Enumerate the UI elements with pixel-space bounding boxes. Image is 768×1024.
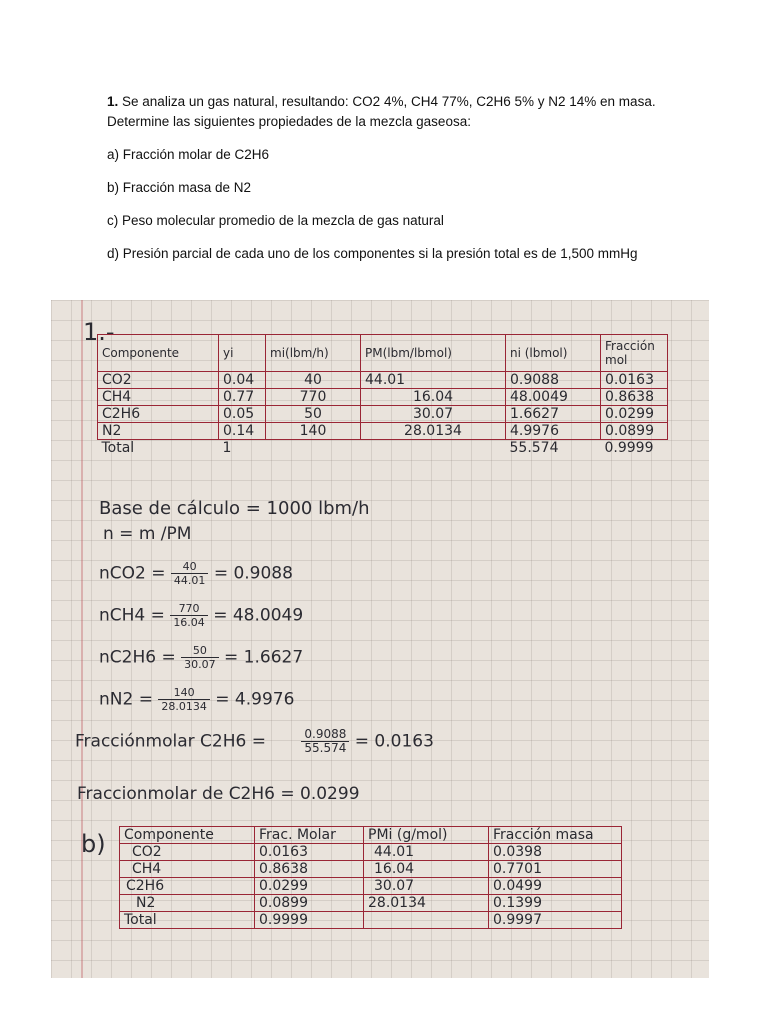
t2-header: Frac. Molar xyxy=(255,827,364,844)
t1-cell: 770 xyxy=(266,389,361,406)
t2-cell: 30.07 xyxy=(364,878,489,895)
question-a: a) Fracción molar de C2H6 xyxy=(107,147,270,162)
t1-cell: 0.14 xyxy=(219,423,266,440)
table-row xyxy=(120,861,622,878)
calc-label: nC2H6 = xyxy=(99,647,176,668)
t1-cell: C2H6 xyxy=(98,406,219,423)
calc-result: = 0.9088 xyxy=(213,563,293,584)
t1-total: Total xyxy=(101,440,135,456)
t1-total: 1 xyxy=(222,440,232,456)
t1-cell: CH4 xyxy=(98,389,219,406)
t1-cell: 0.0299 xyxy=(601,406,668,423)
formula-n: n = m /PM xyxy=(103,524,192,544)
notebook-heading: 1.- xyxy=(83,318,115,346)
t2-cell: 28.0134 xyxy=(364,895,489,912)
margin-line xyxy=(81,300,83,978)
t1-header: Fracción mol xyxy=(601,335,668,372)
t2-header: Fracción masa xyxy=(489,827,622,844)
calc-n2 xyxy=(99,686,294,713)
problem-intro xyxy=(107,92,667,132)
calc-den: 44.01 xyxy=(173,574,206,587)
t2-cell: 16.04 xyxy=(364,861,489,878)
t1-cell: 0.05 xyxy=(219,406,266,423)
t1-header: yi xyxy=(219,335,266,372)
calc-den: 16.04 xyxy=(173,616,205,629)
t2-cell: 0.0899 xyxy=(255,895,364,912)
table-row xyxy=(120,895,622,912)
t1-cell: 48.0049 xyxy=(506,389,601,406)
t1-cell: 50 xyxy=(266,406,361,423)
calc-fraction xyxy=(158,686,210,713)
calc-num: 40 xyxy=(171,560,209,574)
t2-cell: 0.8638 xyxy=(255,861,364,878)
calc-fraction xyxy=(301,728,349,755)
calc-fraction xyxy=(181,644,219,671)
calc-den: 28.0134 xyxy=(161,700,207,713)
t2-header: Componente xyxy=(120,827,255,844)
t1-total xyxy=(266,440,361,457)
base-calculo: Base de cálculo = 1000 lbm/h xyxy=(99,498,370,519)
t2-cell: 0.0398 xyxy=(489,844,622,861)
t1-cell: 40 xyxy=(266,372,361,389)
problem-text: Se analiza un gas natural, resultando: CO2 4%, CH4 77%, C2H6 5% y N2 14% en masa. Determine las siguientes propiedades de la mezcla gaseosa: xyxy=(107,94,656,129)
t1-header: Componente xyxy=(98,335,219,372)
t2-cell: 0.9997 xyxy=(489,912,622,929)
t1-cell: 30.07 xyxy=(361,406,506,423)
calc-num: 140 xyxy=(158,686,210,700)
t2-header: PMi (g/mol) xyxy=(364,827,489,844)
t2-cell: 0.0499 xyxy=(489,878,622,895)
question-c: c) Peso molecular promedio de la mezcla de gas natural xyxy=(107,213,444,228)
question-d: d) Presión parcial de cada uno de los componentes si la presión total es de 1,500 mmHg xyxy=(107,246,638,261)
calc-label: nCH4 = xyxy=(99,605,165,626)
calc-num: 50 xyxy=(181,644,219,658)
t1-total xyxy=(361,440,506,457)
t1-header: ni (lbmol) xyxy=(506,335,601,372)
calc-label: Fracciónmolar C2H6 = xyxy=(75,731,266,752)
t2-cell: CH4 xyxy=(120,861,255,878)
molar-fraction-calc xyxy=(75,728,434,755)
table-row-total xyxy=(120,912,622,929)
t2-cell: CO2 xyxy=(120,844,255,861)
t1-cell: 4.9976 xyxy=(506,423,601,440)
t1-cell: 0.0899 xyxy=(601,423,668,440)
t1-cell: 16.04 xyxy=(361,389,506,406)
t1-header: PM(lbm/lbmol) xyxy=(361,335,506,372)
t1-cell: 0.77 xyxy=(219,389,266,406)
table-row-total xyxy=(98,440,668,457)
calc-label: nCO2 = xyxy=(99,563,166,584)
calc-den: 55.574 xyxy=(304,741,347,755)
table-row xyxy=(98,389,668,406)
t1-total: 55.574 xyxy=(509,440,559,456)
problem-number: 1. xyxy=(107,94,119,109)
mass-fraction-table xyxy=(119,826,622,929)
t1-cell: 28.0134 xyxy=(361,423,506,440)
t2-cell: N2 xyxy=(120,895,255,912)
molar-fraction-result: Fraccionmolar de C2H6 = 0.0299 xyxy=(77,784,360,804)
calc-label: nN2 = xyxy=(99,689,153,710)
calc-result: = 48.0049 xyxy=(213,605,304,626)
t1-cell: 1.6627 xyxy=(506,406,601,423)
t2-cell: C2H6 xyxy=(120,878,255,895)
problem-statement xyxy=(107,92,667,277)
t1-cell: 140 xyxy=(266,423,361,440)
t2-cell: 44.01 xyxy=(364,844,489,861)
part-b-label: b) xyxy=(81,830,106,858)
table-row xyxy=(98,372,668,389)
t1-cell: 44.01 xyxy=(361,372,506,389)
table-row xyxy=(98,406,668,423)
calc-c2h6 xyxy=(99,644,303,671)
calc-fraction xyxy=(170,602,208,629)
t2-cell: 0.0299 xyxy=(255,878,364,895)
calc-result: = 4.9976 xyxy=(215,689,295,710)
calc-fraction xyxy=(171,560,209,587)
calc-result: = 0.0163 xyxy=(354,731,434,752)
calc-num: 770 xyxy=(170,602,208,616)
t1-total: 0.9999 xyxy=(604,440,654,456)
table-row xyxy=(120,878,622,895)
t1-cell: N2 xyxy=(98,423,219,440)
t1-cell: 0.04 xyxy=(219,372,266,389)
question-b: b) Fracción masa de N2 xyxy=(107,180,252,195)
calc-result: = 1.6627 xyxy=(224,647,304,668)
calc-co2 xyxy=(99,560,293,587)
table-row xyxy=(98,423,668,440)
notebook-photo xyxy=(51,300,709,978)
t2-cell: Total xyxy=(120,912,255,929)
t2-cell: 0.7701 xyxy=(489,861,622,878)
t2-cell xyxy=(364,912,489,929)
calc-num: 0.9088 xyxy=(301,728,349,742)
t2-cell: 0.1399 xyxy=(489,895,622,912)
t1-header: mi(lbm/h) xyxy=(266,335,361,372)
t1-cell: 0.0163 xyxy=(601,372,668,389)
table-row xyxy=(120,844,622,861)
moles-table xyxy=(97,334,668,456)
t2-cell: 0.9999 xyxy=(255,912,364,929)
t2-cell: 0.0163 xyxy=(255,844,364,861)
t1-cell: CO2 xyxy=(98,372,219,389)
t1-cell: 0.9088 xyxy=(506,372,601,389)
calc-den: 30.07 xyxy=(184,658,216,671)
t1-cell: 0.8638 xyxy=(601,389,668,406)
calc-ch4 xyxy=(99,602,303,629)
